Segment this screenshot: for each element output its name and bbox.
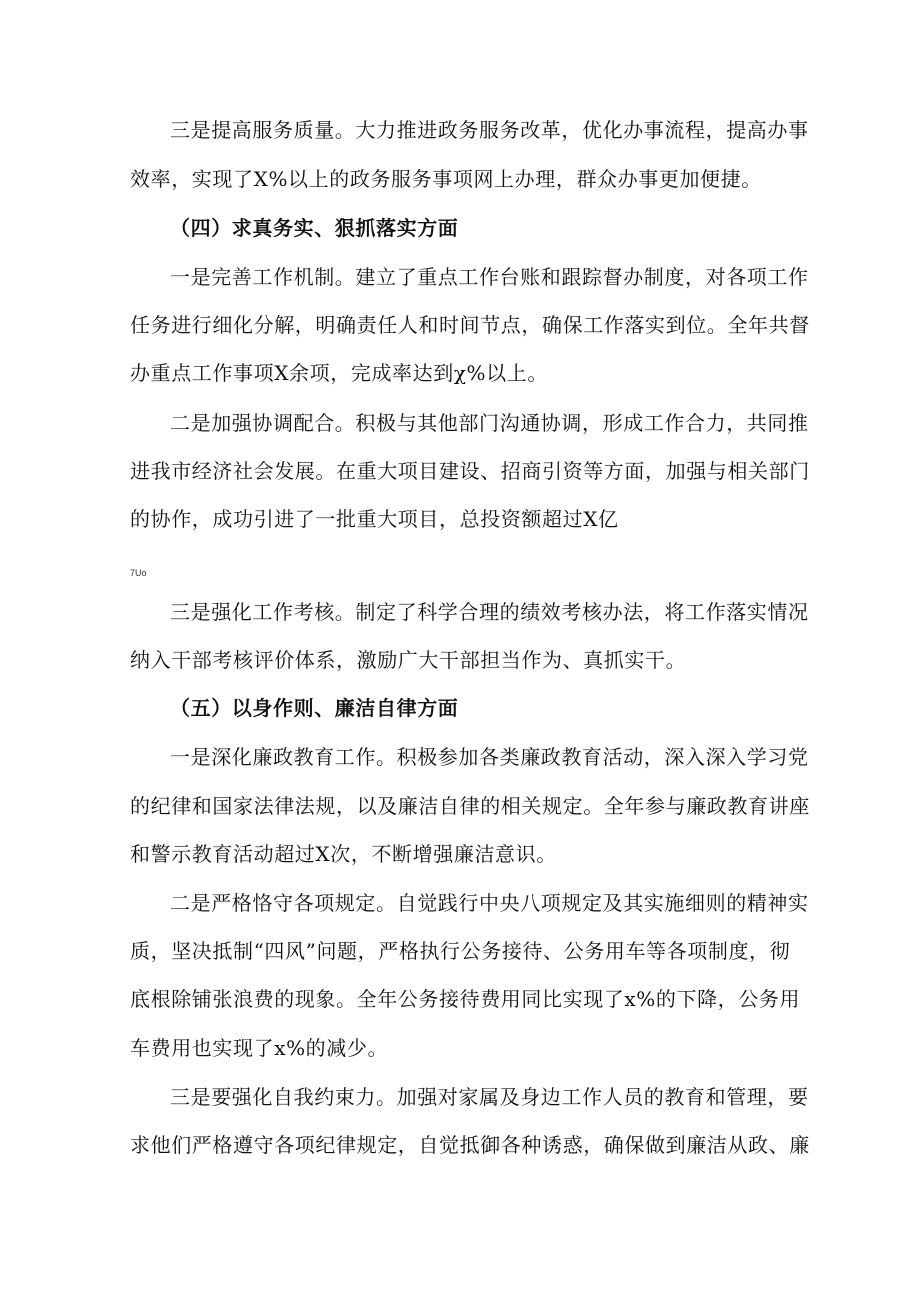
paragraph-line: 二是加强协调配合。积极与其他部门沟通协调，形成工作合力，共同推 — [170, 411, 809, 435]
paragraph-line: 的协作，成功引进了一批重大项目，总投资额超过X亿 — [130, 507, 619, 531]
paragraph-line: 三是强化工作考核。制定了科学合理的绩效考核办法，将工作落实情况 — [170, 600, 809, 624]
paragraph-line: 车费用也实现了x%的减少。 — [130, 1036, 389, 1060]
paragraph-line: 质，坚决抵制“四风”问题，严格执行公务接待、公务用车等各项制度，彻 — [130, 939, 791, 963]
paragraph-line: 的纪律和国家法律法规，以及廉洁自律的相关规定。全年参与廉政教育讲座 — [130, 794, 810, 818]
paragraph-line: 三是要强化自我约束力。加强对家属及身边工作人员的教育和管理，要 — [170, 1085, 809, 1109]
paragraph-line: 一是深化廉政教育工作。积极参加各类廉政教育活动，深入深入学习党 — [170, 745, 809, 769]
paragraph-line: 和警示教育活动超过X次，不断增强廉洁意识。 — [130, 842, 557, 866]
paragraph-line: 进我市经济社会发展。在重大项目建设、招商引资等方面，加强与相关部门 — [130, 459, 810, 483]
paragraph-line: 办重点工作事项X余项，完成率达到χ%以上。 — [130, 361, 548, 385]
paragraph-line: 纳入干部考核评价体系，激励广大干部担当作为、真抓实干。 — [130, 648, 687, 672]
stray-text: 7Uo — [130, 568, 147, 578]
section-heading: （五）以身作则、廉洁自律方面 — [170, 696, 459, 720]
paragraph-line: 任务进行细化分解，明确责任人和时间节点，确保工作落实到位。全年共督 — [130, 313, 810, 337]
paragraph-line: 三是提高服务质量。大力推进政务服务改革，优化办事流程，提高办事 — [170, 118, 809, 142]
paragraph-line: 一是完善工作机制。建立了重点工作台账和跟踪督办制度，对各项工作 — [170, 265, 809, 289]
section-heading: （四）求真务实、狠抓落实方面 — [170, 216, 459, 240]
paragraph-line: 求他们严格遵守各项纪律规定，自觉抵御各种诱惑，确保做到廉洁从政、廉 — [130, 1133, 810, 1157]
paragraph-line: 底根除铺张浪费的现象。全年公务接待费用同比实现了x%的下降，公务用 — [130, 987, 801, 1011]
paragraph-line: 二是严格恪守各项规定。自觉践行中央八项规定及其实施细则的精神实 — [170, 891, 809, 915]
paragraph-line: 效率，实现了X%以上的政务服务事项网上办理，群众办事更加便捷。 — [130, 167, 762, 191]
